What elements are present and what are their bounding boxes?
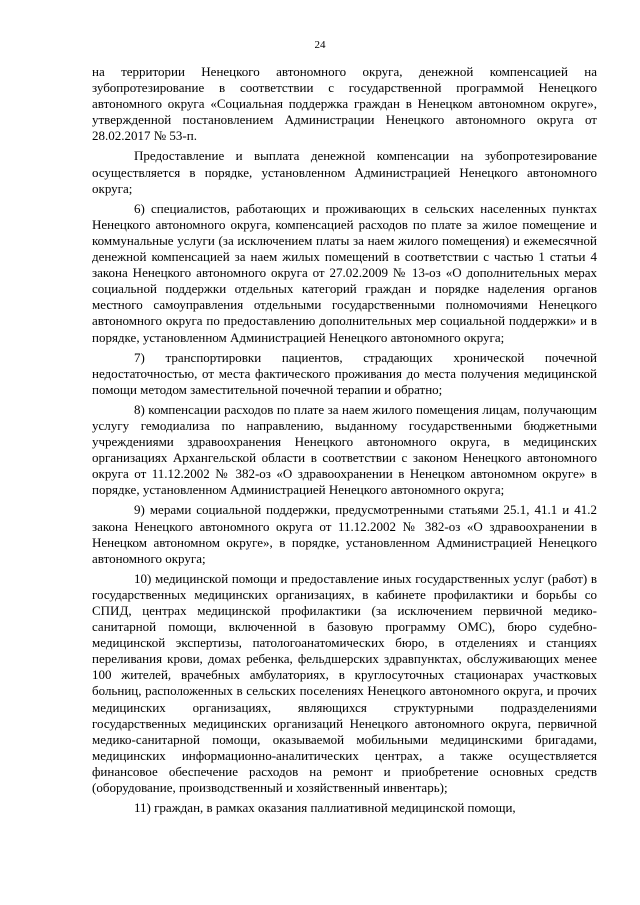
paragraph-item-7: 7) транспортировки пациентов, страдающих хронической почечной недостаточностью, от места фактического проживания до места получения медицинской помощи методом заместительной почечной терапии и обратно; (92, 349, 597, 397)
paragraph-item-6: 6) специалистов, работающих и проживающих в сельских населенных пунктах Ненецкого автономного округа, компенсацией расходов по плате за жилое помещение и коммунальные услуги (за исключением платы за наем жилого помещения) и ежемесячной денежной компенсацией за наем жилых помещений в соответствии с частью 1 статьи 4 закона Ненецкого автономного округа от 27.02.2009 № 13-оз «О дополнительных мерах социальной поддержки отдельных категорий граждан и порядке наделения органов местного самоуправления отдельными государственными полномочиями Ненецкого автономного округа по предоставлению дополнительных мер социальной поддержки» и в порядке, установленном Администрацией Ненецкого автономного округа; (92, 200, 597, 345)
paragraph-item-11: 11) граждан, в рамках оказания паллиативной медицинской помощи, (134, 800, 516, 816)
document-body (92, 64, 597, 820)
paragraph-denture-compensation: Предоставление и выплата денежной компенсации на зубопротезирование осуществляется в порядке, установленном Администрацией Ненецкого автономного округа; (92, 148, 597, 196)
paragraph-item-9: 9) мерами социальной поддержки, предусмотренными статьями 25.1, 41.1 и 41.2 закона Ненецкого автономного округа от 11.12.2002 № 382-оз «О здравоохранении в Ненецком автономном округе», в порядке, установленном Администрацией Ненецкого автономного округа; (92, 502, 597, 566)
paragraph-continuation: на территории Ненецкого автономного округа, денежной компенсацией на зубопротезирование в соответствии с государственной программой Ненецкого автономного округа «Социальная поддержка граждан в Ненецком автономном округе», утвержденной постановлением Администрации Ненецкого автономного округа от 28.02.2017 № 53-п. (92, 64, 597, 144)
paragraph-item-8: 8) компенсации расходов по плате за наем жилого помещения лицам, получающим услугу гемодиализа по направлению, выданному государственными бюджетными учреждениями здравоохранения Ненецкого автономного округа, в медицинских организациях Архангельской области в соответствии с законом Ненецкого автономного округа от 11.12.2002 № 382-оз «О здравоохранении в Ненецком автономном округе» в порядке, установленном Администрацией Ненецкого автономного округа; (92, 401, 597, 498)
page-number: 24 (314, 39, 326, 51)
paragraph-item-10: 10) медицинской помощи и предоставление иных государственных услуг (работ) в государственных медицинских организациях, в кабинете профилактики и борьбы со СПИД, центрах медицинской профилактики (за исключением первичной медико-санитарной помощи, включенной в базовую программу ОМС), бюро судебно-медицинской экспертизы, патологоанатомических бюро, в отделениях и станциях переливания крови, домах ребенка, фельдшерских здравпунктах, обслуживающих менее 100 жителей, врачебных амбулаториях, в круглосуточных стационарах участковых больниц, расположенных в сельских поселениях Ненецкого автономного округа, и прочих медицинских организациях, являющихся структурными подразделениями государственных медицинских организаций Ненецкого автономного округа, первичной медико-санитарной помощи, оказываемой мобильными медицинскими бригадами, медицинских информационно-аналитических центрах, а также осуществляется финансовое обеспечение расходов на ремонт и приобретение основных средств (оборудование, производственный и хозяйственный инвентарь); (92, 570, 597, 796)
